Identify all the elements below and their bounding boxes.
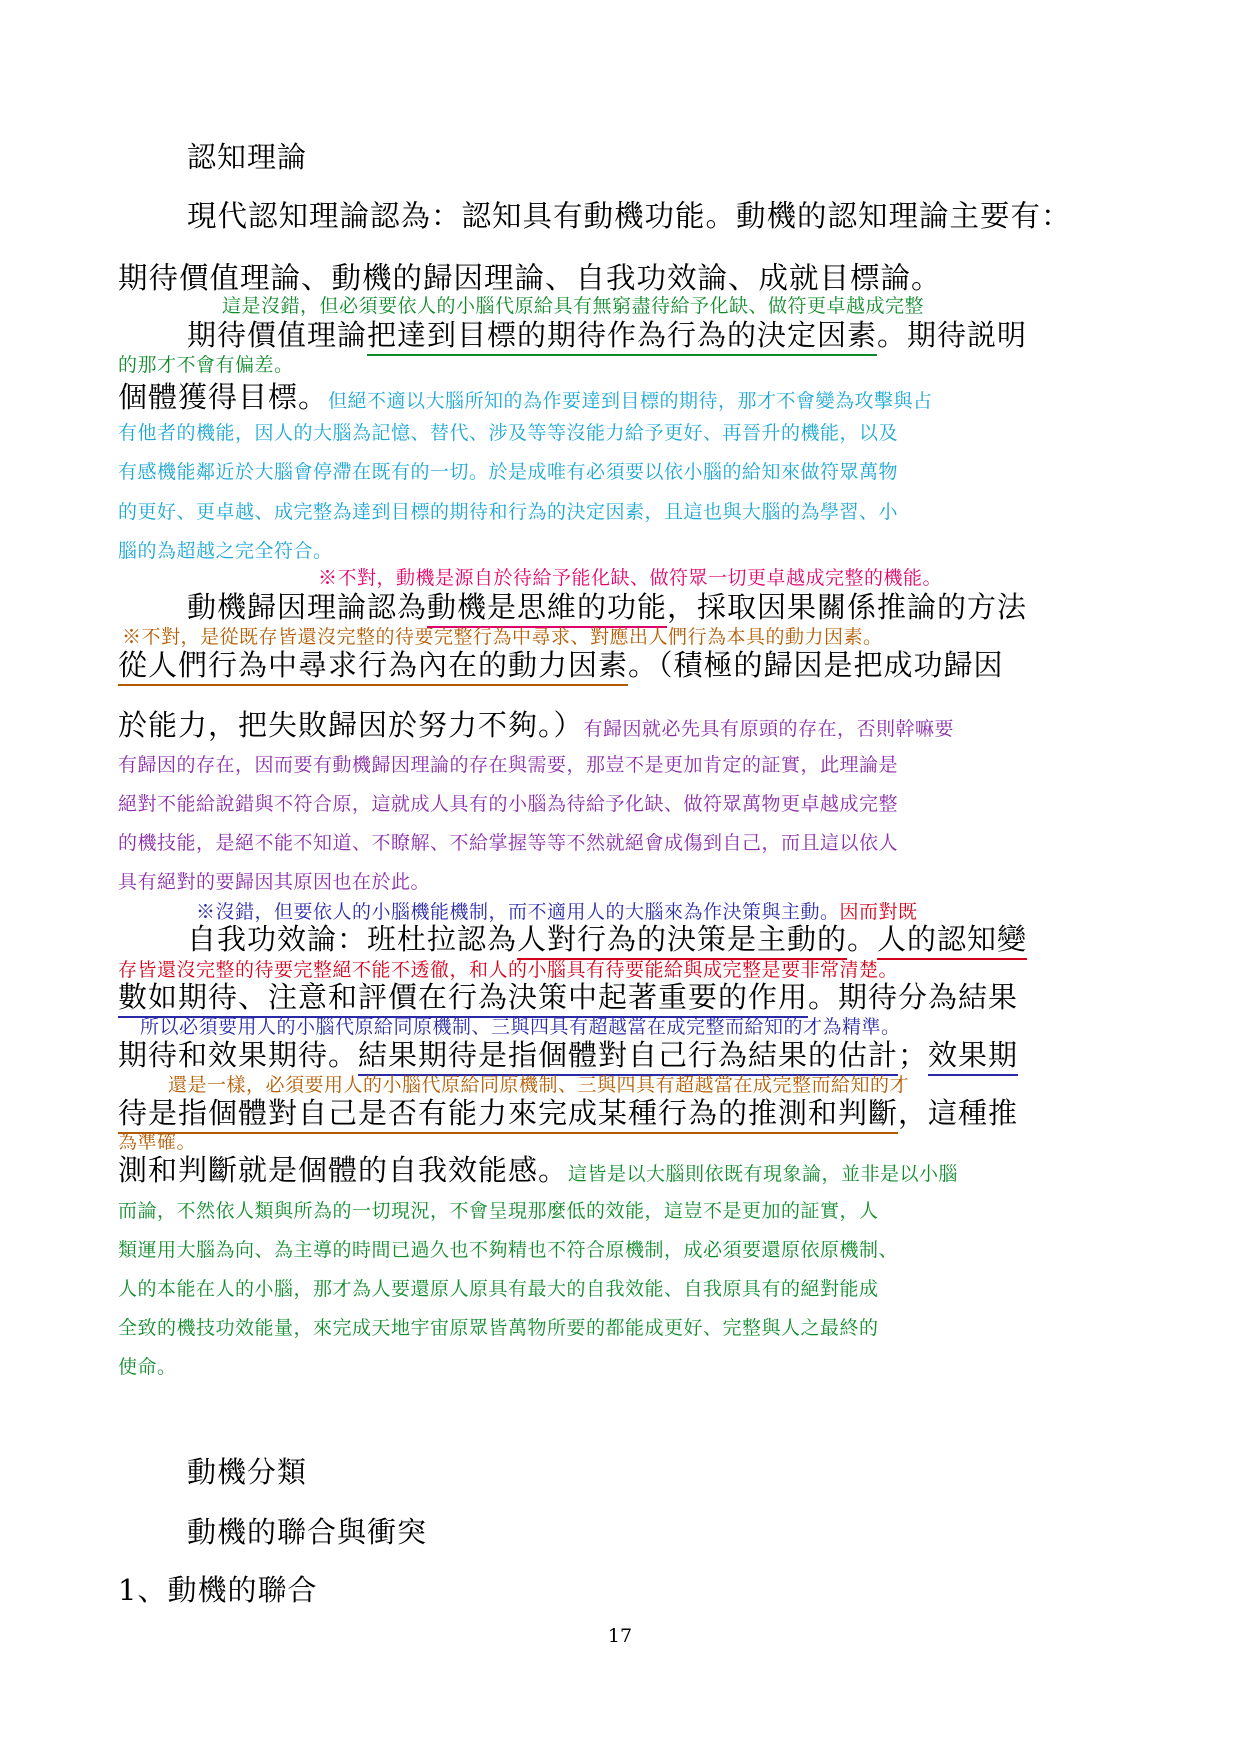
annotation-7: 存皆還沒完整的待要完整絕不能不透徹，和人的小腦具有待要能給與成完整是要非常清楚。	[118, 959, 899, 981]
paragraph-4-underlined-2: 人的認知變	[877, 922, 1027, 960]
paragraph-4-underlined-4: 結果期待是指個體對自己行為結果的估計	[358, 1038, 898, 1076]
page-number: 17	[607, 1625, 633, 1647]
paragraph-1-line-1: 現代認知理論認為：認知具有動機功能。動機的認知理論主要有：	[187, 199, 1072, 233]
paragraph-4-underlined-1: 人對行為的決策是主動的	[517, 922, 847, 960]
annotation-10-line-6: 使命。	[118, 1356, 177, 1378]
paragraph-3-underlined-2: 從人們行為中尋求行為內在的動力因素	[118, 648, 628, 686]
annotation-10-line-4: 人的本能在人的小腦，那才為人要還原人原具有最大的自我效能、自我原具有的絕對能成	[118, 1278, 879, 1300]
annotation-8: 所以必須要用人的小腦代原給同原機制、三與四具有超越當在成完整而給知的才為精準。	[140, 1016, 901, 1038]
annotation-10-line-5: 全致的機技功效能量，來完成天地宇宙原眾皆萬物所要的都能成更好、完整與人之最終的	[118, 1317, 879, 1339]
annotation-10-line-3: 類運用大腦為向、為主導的時間已過久也不夠精也不符合原機制，成必須要還原依原機制、	[118, 1239, 899, 1261]
paragraph-4-line-3	[118, 1033, 1018, 1074]
annotation-2-line-5: 腦的為超越之完全符合。	[118, 540, 333, 562]
heading-cognitive-theory: 認知理論	[187, 140, 308, 174]
paragraph-4-text-mid-2: ；	[898, 1038, 929, 1072]
heading-motive-union-conflict: 動機的聯合與衝突	[187, 1515, 428, 1549]
paragraph-2-text-2: 個體獲得目標。	[118, 380, 329, 414]
annotation-10-line-1: 這皆是以大腦則依既有現象論，並非是以小腦	[568, 1163, 959, 1185]
paragraph-3-line-2	[118, 643, 1004, 684]
annotation-6-red: 因而對既	[839, 901, 918, 923]
paragraph-2-text-end: 。期待説明	[877, 318, 1028, 352]
paragraph-4-line-2	[118, 975, 1018, 1016]
paragraph-3-line-3	[118, 703, 954, 744]
paragraph-4-text: 自我功效論：班杜拉認為	[187, 922, 518, 956]
paragraph-4-text-end-4: ，這種推	[898, 1096, 1019, 1130]
paragraph-4-text-mid: 。	[847, 922, 878, 956]
annotation-9-line-2: 為準確。	[118, 1131, 197, 1153]
paragraph-3-line-1	[187, 585, 1027, 626]
paragraph-4-text-5: 測和判斷就是個體的自我效能感。	[118, 1153, 569, 1187]
heading-motive-union: 1、動機的聯合	[118, 1573, 318, 1607]
paragraph-2-underlined: 把達到目標的期待作為行為的決定因素	[367, 318, 877, 356]
annotation-5-line-5: 具有絕對的要歸因其原因也在於此。	[118, 871, 431, 893]
annotation-1-line-2: 的那才不會有偏差。	[118, 354, 294, 376]
annotation-2-line-2: 有他者的機能，因人的大腦為記憶、替代、涉及等等沒能力給予更好、再晉升的機能，以及	[118, 422, 899, 444]
annotation-4: ※不對，是從既存皆還沒完整的待要完整行為中尋求、對應出人們行為本具的動力因素。	[122, 626, 883, 648]
annotation-9-line-1: 還是一樣，必須要用人的小腦代原給同原機制、三與四具有超越當在成完整而給知的才	[168, 1074, 910, 1096]
paragraph-4-text-end: 。期待分為結果	[808, 980, 1019, 1014]
paragraph-4-underlined-3: 數如期待、注意和評價在行為決策中起著重要的作用	[118, 980, 808, 1018]
heading-motive-classification: 動機分類	[187, 1455, 308, 1489]
annotation-5-line-2: 有歸因的存在，因而要有動機歸因理論的存在與需要，那豈不是更加肯定的証實，此理論是	[118, 754, 899, 776]
paragraph-4-line-5	[118, 1148, 958, 1189]
annotation-5-line-1: 有歸因就必先具有原頭的存在，否則幹嘛要	[583, 718, 955, 740]
paragraph-3-text-end: ，採取因果關係推論的方法	[667, 590, 1028, 624]
paragraph-3-text-end-2: 。（積極的歸因是把成功歸因	[628, 648, 1004, 682]
paragraph-2-text: 期待價值理論	[187, 318, 368, 352]
paragraph-4-underlined-6: 待是指個體對自己是否有能力來完成某種行為的推測和判斷	[118, 1096, 898, 1134]
annotation-2-line-4: 的更好、更卓越、成完整為達到目標的期待和行為的決定因素，且這也與大腦的為學習、小	[118, 501, 899, 523]
annotation-2-line-1: 但絕不適以大腦所知的為作要達到目標的期待，那才不會變為攻擊與占	[328, 390, 933, 412]
paragraph-4-line-4	[118, 1091, 1018, 1132]
paragraph-4-line-1	[187, 917, 1027, 958]
annotation-1-line-1: 這是沒錯，但必須要依人的小腦代原給具有無窮盡待給予化缺、做符更卓越成完整	[222, 295, 925, 317]
paragraph-1-line-2: 期待價值理論、動機的歸因理論、自我功效論、成就目標論。	[118, 261, 942, 295]
annotation-5-line-3: 絕對不能給說錯與不符合原，這就成人具有的小腦為待給予化缺、做符眾萬物更卓越成完整	[118, 793, 899, 815]
paragraph-2-line-2	[118, 375, 933, 416]
paragraph-3-underlined: 動機是思維的功能	[427, 590, 667, 628]
annotation-2-line-3: 有感機能鄰近於大腦會停滯在既有的一切。於是成唯有必須要以依小腦的給知來做符眾萬物	[118, 461, 899, 483]
paragraph-3-text-3: 於能力，把失敗歸因於努力不夠。）	[118, 708, 584, 742]
paragraph-4-text-3: 期待和效果期待。	[118, 1038, 359, 1072]
annotation-3: ※不對，動機是源自於待給予能化缺、做符眾一切更卓越成完整的機能。	[318, 567, 943, 589]
paragraph-4-underlined-5: 效果期	[928, 1038, 1018, 1076]
paragraph-3-text: 動機歸因理論認為	[187, 590, 428, 624]
paragraph-2-line-1	[187, 313, 1027, 354]
annotation-5-line-4: 的機技能，是絕不能不知道、不瞭解、不給掌握等等不然就絕會成傷到自己，而且這以依人	[118, 832, 899, 854]
annotation-10-line-2: 而論，不然依人類與所為的一切現況，不會呈現那麼低的效能，這豈不是更加的証實，人	[118, 1200, 879, 1222]
annotation-6-blue: ※沒錯，但要依人的小腦機能機制，而不適用人的大腦來為作決策與主動。	[196, 901, 840, 923]
